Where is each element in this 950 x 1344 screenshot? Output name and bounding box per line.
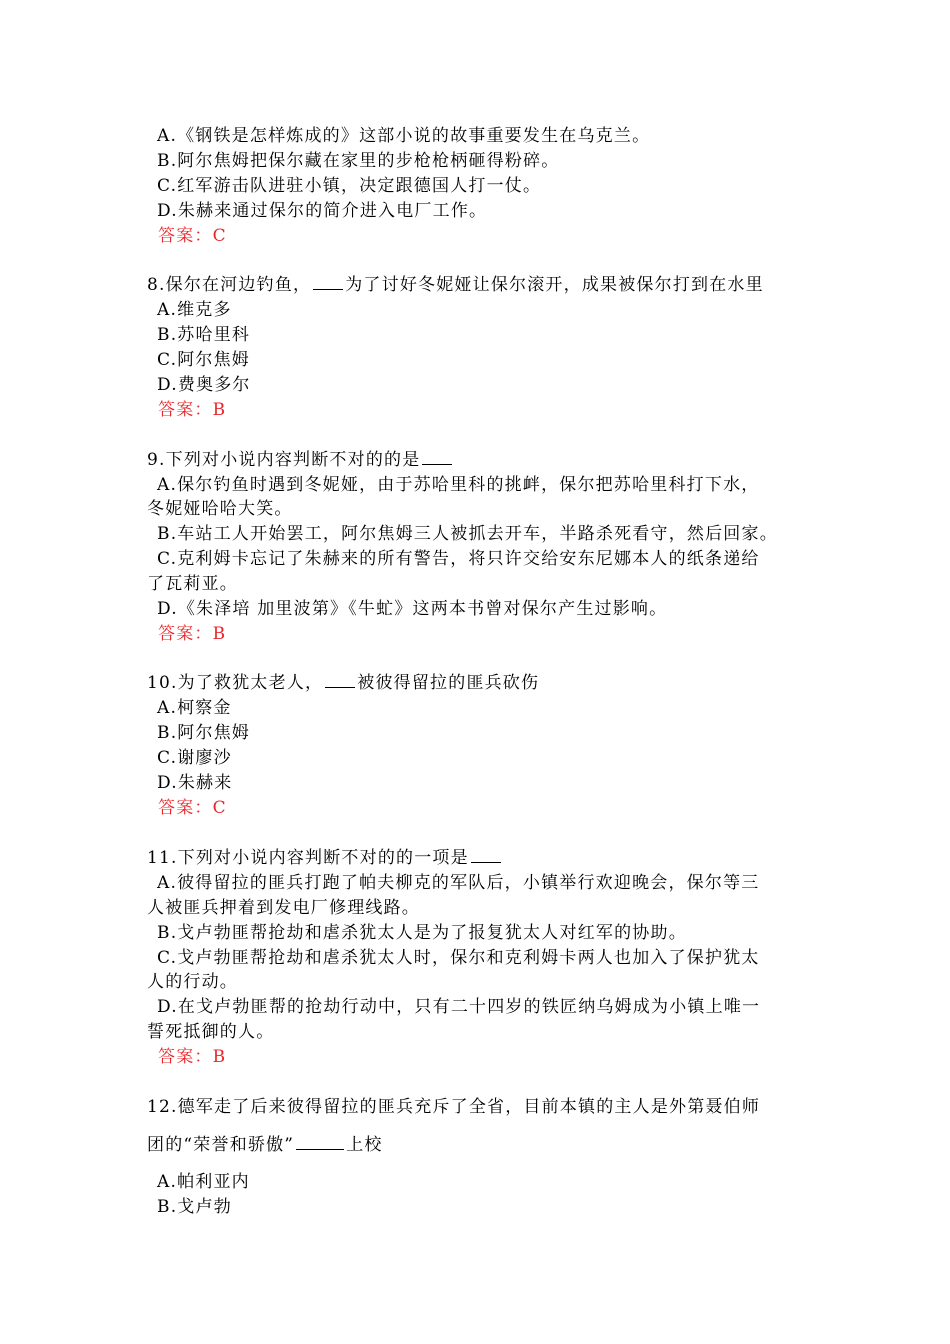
q10-option-d: D.朱赫来 — [157, 773, 233, 793]
q10-stem-after: 被彼得留拉的匪兵砍伤 — [357, 673, 540, 693]
q8-option-a: A.维克多 — [157, 300, 232, 320]
q10-option-c: C.谢廖沙 — [157, 748, 232, 768]
q11-stem — [147, 846, 817, 871]
q9-option-a-line1: A.保尔钓鱼时遇到冬妮娅，由于苏哈里科的挑衅，保尔把苏哈里科打下水， — [157, 475, 760, 495]
q8-stem — [147, 273, 817, 298]
q12-stem-after: 上校 — [346, 1135, 383, 1155]
q9-stem — [147, 448, 817, 473]
q11-blank — [471, 847, 501, 863]
q11-option-a-line2: 人被匪兵押着到发电厂修理线路。 — [147, 898, 420, 918]
q8-stem-after: 为了讨好冬妮娅让保尔滚开，成果被保尔打到在水里 — [345, 275, 764, 295]
q10-option-a: A.柯察金 — [157, 698, 232, 718]
q8-option-b: B.苏哈里科 — [157, 325, 251, 345]
q8-stem-before: 8.保尔在河边钓鱼， — [147, 275, 312, 295]
q12-stem-line2 — [147, 1133, 817, 1158]
q7-option-c: C.红军游击队进驻小镇，决定跟德国人打一仗。 — [157, 176, 542, 196]
q9-stem-before: 9.下列对小说内容判断不对的的是 — [147, 450, 421, 470]
q11-option-d-line2: 誓死抵御的人。 — [147, 1022, 275, 1042]
q12-stem-line1: 12.德军走了后来彼得留拉的匪兵充斥了全省，目前本镇的主人是外第聂伯师 — [147, 1097, 761, 1117]
q8-option-d: D.费奥多尔 — [157, 375, 251, 395]
q7-option-b: B.阿尔焦姆把保尔藏在家里的步枪枪柄砸得粉碎。 — [157, 151, 560, 171]
q11-option-b: B.戈卢勃匪帮抢劫和虐杀犹太人是为了报复犹太人对红军的协助。 — [157, 923, 687, 943]
q7-option-d: D.朱赫来通过保尔的简介进入电厂工作。 — [157, 201, 488, 221]
q9-option-c-line1: C.克利姆卡忘记了朱赫来的所有警告，将只许交给安东尼娜本人的纸条递给 — [157, 549, 760, 569]
q8-blank — [313, 274, 343, 290]
q8-answer: 答案：B — [158, 400, 227, 420]
q11-answer: 答案：B — [158, 1047, 227, 1067]
q12-stem-before: 团的“荣誉和骄傲” — [147, 1135, 295, 1155]
q10-blank — [325, 672, 355, 688]
q10-stem — [147, 671, 817, 696]
q12-option-b: B.戈卢勃 — [157, 1197, 232, 1217]
q10-answer: 答案：C — [158, 798, 227, 818]
q7-option-a: A.《钢铁是怎样炼成的》这部小说的故事重要发生在乌克兰。 — [157, 126, 651, 146]
q9-answer: 答案：B — [158, 624, 227, 644]
q11-option-d-line1: D.在戈卢勃匪帮的抢劫行动中，只有二十四岁的铁匠纳乌姆成为小镇上唯一 — [157, 997, 761, 1017]
q9-option-c-line2: 了瓦莉亚。 — [147, 574, 238, 594]
q9-option-b: B.车站工人开始罢工，阿尔焦姆三人被抓去开车，半路杀死看守，然后回家。 — [157, 524, 778, 544]
q8-option-c: C.阿尔焦姆 — [157, 350, 251, 370]
q9-option-d: D.《朱泽培 加里波第》《牛虻》这两本书曾对保尔产生过影响。 — [157, 599, 668, 619]
q9-blank — [422, 449, 452, 465]
q10-stem-before: 10.为了救犹太老人， — [147, 673, 324, 693]
q11-option-a-line1: A.彼得留拉的匪兵打跑了帕夫柳克的军队后，小镇举行欢迎晚会，保尔等三 — [157, 873, 760, 893]
q7-answer: 答案：C — [158, 226, 227, 246]
q11-option-c-line2: 人的行动。 — [147, 972, 238, 992]
q9-option-a-line2: 冬妮娅哈哈大笑。 — [147, 499, 293, 519]
q10-option-b: B.阿尔焦姆 — [157, 723, 251, 743]
q11-option-c-line1: C.戈卢勃匪帮抢劫和虐杀犹太人时，保尔和克利姆卡两人也加入了保护犹太 — [157, 948, 760, 968]
q12-blank — [296, 1134, 344, 1150]
q12-option-a: A.帕利亚内 — [157, 1172, 250, 1192]
q11-stem-before: 11.下列对小说内容判断不对的的一项是 — [147, 848, 469, 868]
